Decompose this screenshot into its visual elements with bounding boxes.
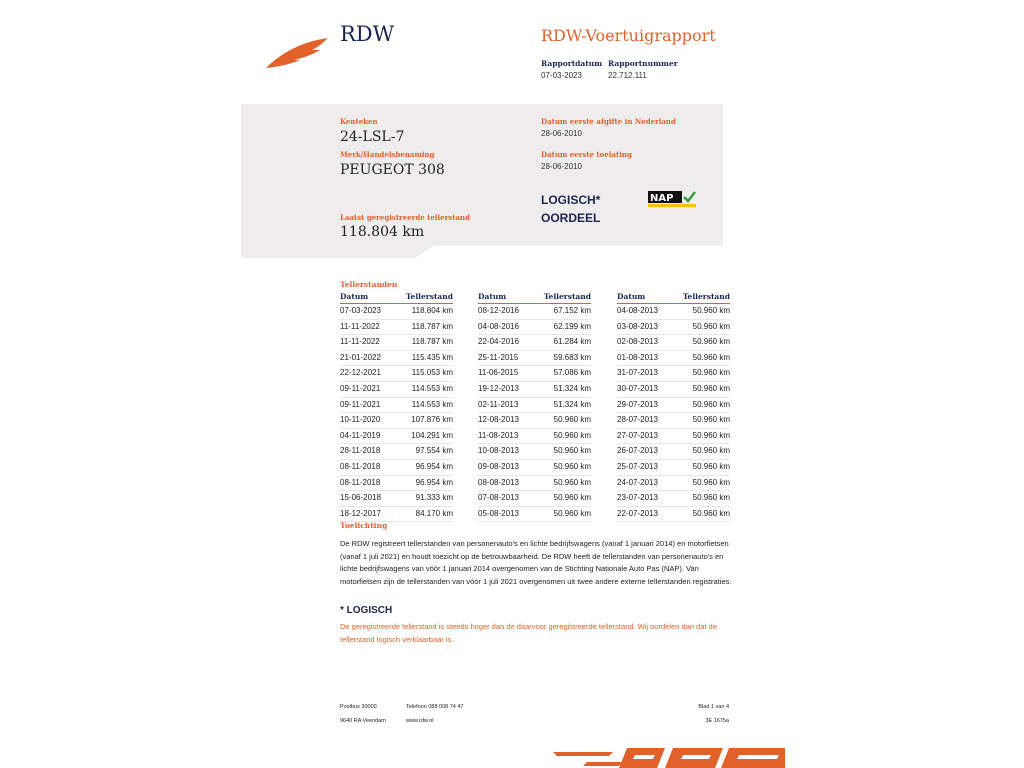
table-row [340, 476, 453, 492]
row-km: 114.553 km [411, 399, 453, 409]
row-date: 09-11-2021 [340, 399, 381, 409]
row-date: 10-11-2020 [340, 415, 381, 425]
report-number: 22.712.111 [608, 71, 647, 80]
row-date: 08-11-2018 [340, 461, 381, 471]
row-date: 08-12-2016 [478, 306, 519, 315]
row-km: 114.553 km [411, 383, 453, 393]
vehicle-info-panel [241, 104, 723, 258]
nap-logo-text: NAP [650, 193, 674, 204]
row-km: 96.954 km [415, 461, 453, 471]
table-row [478, 476, 591, 492]
row-date: 04-08-2016 [478, 321, 519, 331]
table-row [340, 444, 453, 460]
row-date: 19-12-2013 [478, 383, 519, 393]
row-km: 51.324 km [553, 399, 591, 409]
row-date: 04-11-2019 [340, 430, 381, 440]
row-date: 11-08-2013 [478, 430, 519, 440]
table-row [340, 335, 453, 351]
row-date: 09-11-2021 [340, 383, 381, 393]
first-nl-value: 28-06-2010 [541, 129, 582, 138]
make-label: Merk/Handelsbenaming [340, 150, 435, 159]
footer-postbus: Postbus 30000 [340, 704, 377, 710]
rdw-feather-logo-icon [266, 36, 330, 70]
row-km: 50.960 km [692, 368, 730, 378]
row-date: 15-06-2018 [340, 493, 381, 503]
row-date: 01-08-2013 [617, 352, 658, 362]
date-header: Datum [340, 292, 369, 301]
table-row [617, 460, 730, 476]
reading-header: Tellerstand [682, 292, 730, 301]
readings-column-3 [617, 292, 730, 522]
explanation-title: Toelichting [340, 521, 388, 530]
row-date: 22-04-2016 [478, 337, 519, 347]
first-admission-label: Datum eerste toelating [541, 150, 632, 159]
table-row [617, 444, 730, 460]
report-date: 07-03-2023 [541, 71, 582, 80]
table-row [478, 398, 591, 414]
row-km: 50.960 km [692, 430, 730, 440]
table-row [478, 335, 591, 351]
row-km: 50.960 km [553, 415, 591, 425]
table-row [478, 304, 591, 320]
brand-name: RDW [340, 22, 395, 46]
row-km: 118.804 km [411, 306, 453, 315]
table-row [617, 304, 730, 320]
table-row [617, 413, 730, 429]
row-km: 50.960 km [692, 493, 730, 503]
row-date: 11-06-2015 [478, 368, 519, 378]
row-date: 25-11-2015 [478, 352, 519, 362]
row-date: 29-07-2013 [617, 399, 658, 409]
report-date-label: Rapportdatum [541, 59, 603, 68]
row-km: 50.960 km [692, 399, 730, 409]
row-km: 50.960 km [692, 321, 730, 331]
table-row [478, 444, 591, 460]
row-date: 08-08-2013 [478, 477, 519, 487]
table-row [340, 366, 453, 382]
row-km: 96.954 km [415, 477, 453, 487]
table-row [340, 398, 453, 414]
row-km: 107.876 km [411, 415, 453, 425]
table-row [617, 382, 730, 398]
row-date: 18-12-2017 [340, 508, 381, 518]
footer-page: Blad 1 van 4 [698, 704, 729, 710]
row-km: 50.960 km [692, 477, 730, 487]
table-row [340, 460, 453, 476]
row-date: 28-07-2013 [617, 415, 658, 425]
row-date: 08-11-2018 [340, 477, 381, 487]
make-value: PEUGEOT 308 [340, 162, 445, 178]
readings-header [478, 292, 591, 304]
readings-column-1 [340, 292, 453, 522]
row-km: 61.284 km [553, 337, 591, 347]
row-km: 84.170 km [415, 508, 453, 518]
table-row [340, 351, 453, 367]
plate-label: Kenteken [340, 117, 378, 126]
row-date: 05-08-2013 [478, 508, 519, 518]
row-km: 59.683 km [553, 352, 591, 362]
row-km: 50.960 km [692, 352, 730, 362]
table-row [478, 491, 591, 507]
row-date: 07-03-2023 [340, 306, 381, 315]
row-km: 104.291 km [411, 430, 453, 440]
readings-title: Tellerstanden [340, 280, 398, 289]
rdw-stripes-decoration-icon [553, 746, 785, 768]
row-km: 91.333 km [415, 493, 453, 503]
footer-city: 9640 RA Veendam [340, 718, 386, 724]
row-date: 02-11-2013 [478, 399, 519, 409]
table-row [617, 335, 730, 351]
row-date: 28-11-2018 [340, 446, 381, 456]
row-date: 07-08-2013 [478, 493, 519, 503]
last-reading-value: 118.804 km [340, 224, 425, 240]
logisch-body: De geregistreerde tellerstand is steeds hoger dan de daarvoor geregistreerde tellerstand. Wij oordelen dan dat de tellerstand logisch verklaarbaar is. [340, 622, 717, 644]
row-km: 50.960 km [553, 508, 591, 518]
table-row [617, 320, 730, 336]
row-km: 50.960 km [553, 493, 591, 503]
row-km: 57.086 km [553, 368, 591, 378]
footer-code: 3E 1675a [705, 718, 729, 724]
row-date: 21-01-2022 [340, 352, 381, 362]
table-row [340, 507, 453, 523]
report-number-label: Rapportnummer [608, 59, 678, 68]
table-row [478, 320, 591, 336]
logisch-title: * LOGISCH [340, 605, 393, 616]
readings-header [617, 292, 730, 304]
row-km: 50.960 km [692, 446, 730, 456]
reading-header: Tellerstand [543, 292, 591, 301]
row-km: 118.787 km [411, 337, 453, 347]
row-date: 10-08-2013 [478, 446, 519, 456]
row-date: 24-07-2013 [617, 477, 658, 487]
last-reading-label: Laatst geregistreerde tellerstand [340, 213, 470, 222]
row-km: 115.053 km [411, 368, 453, 378]
table-row [478, 429, 591, 445]
table-row [617, 398, 730, 414]
table-row [340, 413, 453, 429]
row-date: 03-08-2013 [617, 321, 658, 331]
readings-column-2 [478, 292, 591, 522]
row-date: 30-07-2013 [617, 383, 658, 393]
row-date: 02-08-2013 [617, 337, 658, 347]
row-km: 50.960 km [553, 461, 591, 471]
row-km: 118.787 km [411, 321, 453, 331]
table-row [340, 429, 453, 445]
table-row [617, 507, 730, 523]
table-row [617, 429, 730, 445]
row-date: 27-07-2013 [617, 430, 658, 440]
first-nl-label: Datum eerste afgifte in Nederland [541, 117, 676, 126]
table-row [617, 366, 730, 382]
explanation-body: De RDW registreert tellerstanden van personenauto's en lichte bedrijfswagens (vanaf 1 januari 2014) en motorfietsen (vanaf 1 juli 2021) en houdt toezicht op de betrouwbaarheid. De RDW heeft de tellerstanden van personenauto's en lichte bedrijfswagens van vóór 1 januari 2014 overgenomen van de Stichting Nationale Auto Pas (NAP). Van motorfietsen zijn de tellerstanden van vóór 1 juli 2021 overgenomen uit twee andere externe tellerstanden registraties. [340, 539, 732, 587]
readings-header [340, 292, 453, 304]
row-km: 50.960 km [692, 337, 730, 347]
row-date: 04-08-2013 [617, 306, 658, 315]
table-row [478, 413, 591, 429]
reading-header: Tellerstand [405, 292, 453, 301]
table-row [340, 382, 453, 398]
row-date: 09-08-2013 [478, 461, 519, 471]
row-date: 22-12-2021 [340, 368, 381, 378]
row-km: 115.435 km [411, 352, 453, 362]
footer-website[interactable]: www.rdw.nl [406, 718, 434, 724]
row-km: 62.199 km [553, 321, 591, 331]
table-row [340, 320, 453, 336]
table-row [340, 491, 453, 507]
footer-phone: Telefoon 088 008 74 47 [406, 704, 464, 710]
row-date: 11-11-2022 [340, 321, 380, 331]
row-km: 50.960 km [553, 477, 591, 487]
row-date: 12-08-2013 [478, 415, 519, 425]
table-row [478, 351, 591, 367]
row-km: 51.324 km [553, 383, 591, 393]
verdict-text: LOGISCH* OORDEEL [541, 193, 601, 225]
row-date: 22-07-2013 [617, 508, 658, 518]
table-row [478, 366, 591, 382]
row-km: 50.960 km [692, 306, 730, 315]
row-km: 50.960 km [692, 461, 730, 471]
row-date: 25-07-2013 [617, 461, 658, 471]
first-admission-value: 28-06-2010 [541, 162, 582, 171]
row-km: 50.960 km [692, 415, 730, 425]
row-date: 23-07-2013 [617, 493, 658, 503]
row-km: 50.960 km [553, 446, 591, 456]
row-km: 50.960 km [692, 383, 730, 393]
row-date: 26-07-2013 [617, 446, 658, 456]
nap-check-logo-icon [648, 189, 696, 209]
report-title: RDW-Voertuigrapport [541, 26, 716, 45]
row-km: 50.960 km [692, 508, 730, 518]
plate-value: 24-LSL-7 [340, 129, 405, 145]
row-km: 50.960 km [553, 430, 591, 440]
row-km: 67.152 km [553, 306, 591, 315]
date-header: Datum [478, 292, 507, 301]
table-row [478, 460, 591, 476]
table-row [478, 382, 591, 398]
row-date: 11-11-2022 [340, 337, 380, 347]
date-header: Datum [617, 292, 646, 301]
table-row [617, 476, 730, 492]
row-date: 31-07-2013 [617, 368, 658, 378]
table-row [617, 491, 730, 507]
table-row [340, 304, 453, 320]
row-km: 97.554 km [415, 446, 453, 456]
table-row [617, 351, 730, 367]
table-row [478, 507, 591, 523]
